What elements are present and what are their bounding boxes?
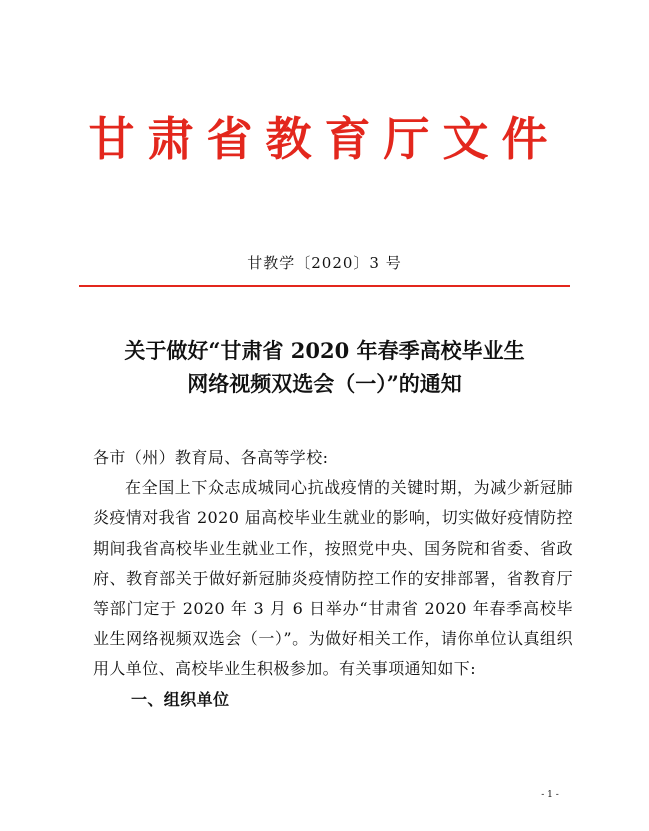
section-heading-1: 一、组织单位 bbox=[131, 689, 230, 709]
document-body bbox=[93, 443, 573, 715]
notice-title bbox=[0, 334, 649, 400]
notice-title-line-2: 网络视频双选会（一）”的通知 bbox=[187, 371, 462, 396]
document-header-title: 甘肃省教育厅文件 bbox=[88, 112, 561, 166]
body-paragraph-1: 在全国上下众志成城同心抗战疫情的关键时期，为减少新冠肺炎疫情对我省 2020 届高校毕业生就业的影响，切实做好疫情防控期间我省高校毕业生就业工作，按照党中央、国务院和省委、省政府、教育部关于做好新冠肺炎疫情防控工作的安排部署，省教育厅等部门定于 2020 年 3 月 6 日举办“甘肃省 2020 年春季高校毕业生网络视频双选会（一）”。为做好相关工作，请你单位认真组织用人单位、高校毕业生积极参加。有关事项通知如下: bbox=[93, 478, 573, 679]
red-divider-line bbox=[79, 285, 570, 287]
document-number: 甘教学〔2020〕3 号 bbox=[247, 254, 402, 272]
page-number: - 1 - bbox=[541, 790, 559, 800]
notice-title-line-1: 关于做好“甘肃省 2020 年春季高校毕业生 bbox=[124, 338, 525, 363]
salutation: 各市（州）教育局、各高等学校: bbox=[93, 448, 329, 467]
